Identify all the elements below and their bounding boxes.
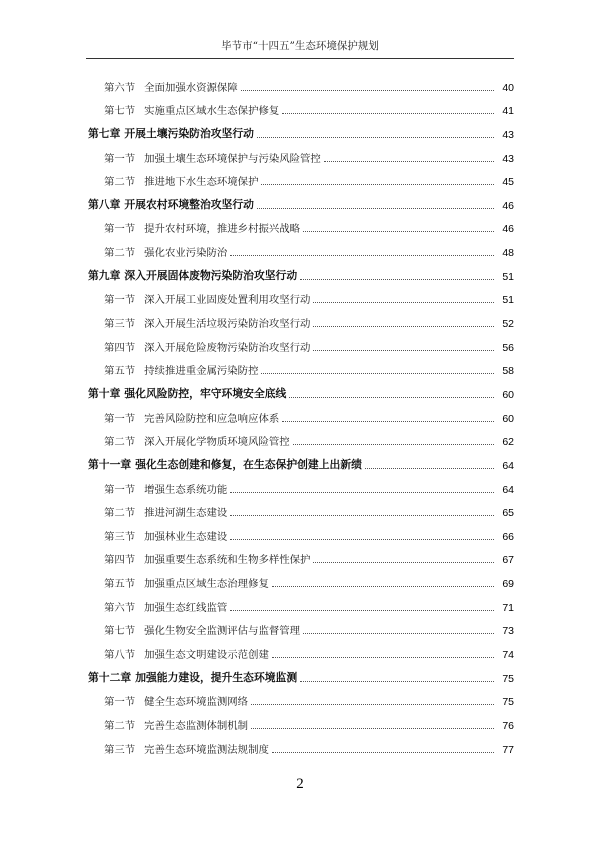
toc-section-entry[interactable] [88, 401, 514, 425]
dot-leader [303, 231, 494, 232]
toc-entry-page: 77 [502, 743, 514, 756]
toc-entry-title: 强化生物安全监测评估与监督管理 [144, 625, 301, 638]
toc-entry-title: 加强重要生态系统和生物多样性保护 [144, 554, 311, 567]
toc-entry-number: 第四节 [104, 554, 136, 567]
toc-entry-label [88, 315, 310, 330]
toc-section-entry[interactable] [88, 614, 514, 638]
toc-entry-number: 第一节 [104, 152, 136, 165]
toc-chapter-entry[interactable] [88, 117, 514, 141]
toc-entry-label [88, 646, 269, 661]
toc-section-entry[interactable] [88, 637, 514, 661]
toc-entry-label [88, 244, 227, 259]
toc-entry-page: 64 [502, 459, 514, 472]
toc-entry-label [88, 528, 227, 543]
toc-entry-number: 第一节 [104, 412, 136, 425]
toc-entry-page: 67 [502, 554, 514, 567]
toc-entry-number: 第六节 [104, 601, 136, 614]
toc-entry-label [88, 197, 254, 212]
toc-entry-title: 提升农村环境，推进乡村振兴战略 [144, 223, 301, 236]
toc-entry-label [88, 504, 227, 519]
toc-entry-label [88, 481, 227, 496]
dot-leader [257, 208, 494, 209]
toc-entry-number: 第一节 [104, 294, 136, 307]
toc-section-entry[interactable] [88, 235, 514, 259]
toc-entry-page: 66 [502, 530, 514, 543]
dot-leader [282, 113, 494, 114]
toc-entry-page: 64 [502, 483, 514, 496]
toc-chapter-entry[interactable] [88, 188, 514, 212]
toc-entry-label [88, 268, 297, 283]
toc-entry-title: 实施重点区域水生态保护修复 [144, 105, 280, 118]
toc-entry-page: 75 [502, 672, 514, 685]
toc-section-entry[interactable] [88, 283, 514, 307]
dot-leader [272, 586, 494, 587]
toc-chapter-entry[interactable] [88, 259, 514, 283]
toc-entry-title: 完善生态环境监测法规制度 [144, 743, 269, 756]
dot-leader [261, 373, 494, 374]
toc-entry-page: 51 [502, 270, 514, 283]
toc-entry-label [88, 741, 269, 756]
toc-section-entry[interactable] [88, 543, 514, 567]
toc-entry-title: 完善风险防控和应急响应体系 [144, 412, 280, 425]
toc-entry-page: 62 [502, 436, 514, 449]
toc-section-entry[interactable] [88, 330, 514, 354]
toc-entry-label [88, 79, 238, 94]
toc-entry-page: 74 [502, 649, 514, 662]
toc-entry-number: 第四节 [104, 341, 136, 354]
toc-entry-label [88, 291, 310, 306]
dot-leader [230, 255, 494, 256]
toc-entry-title: 强化农业污染防治 [144, 247, 228, 260]
toc-section-entry[interactable] [88, 472, 514, 496]
toc-entry-label [88, 339, 310, 354]
toc-entry-number: 第一节 [104, 223, 136, 236]
toc-entry-page: 52 [502, 318, 514, 331]
toc-entry-number: 第二节 [104, 719, 136, 732]
toc-entry-page: 65 [502, 507, 514, 520]
toc-entry-label [88, 457, 362, 472]
toc-section-entry[interactable] [88, 732, 514, 756]
dot-leader [230, 539, 494, 540]
toc-entry-title: 完善生态监测体制机制 [144, 719, 249, 732]
toc-section-entry[interactable] [88, 306, 514, 330]
dot-leader [313, 326, 494, 327]
toc-entry-label [88, 622, 300, 637]
toc-entry-number: 第十章 [88, 386, 121, 400]
toc-entry-number: 第五节 [104, 365, 136, 378]
toc-entry-page: 75 [502, 696, 514, 709]
toc-chapter-entry[interactable] [88, 448, 514, 472]
dot-leader [300, 681, 494, 682]
toc-section-entry[interactable] [88, 94, 514, 118]
toc-entry-number: 第九章 [88, 268, 121, 282]
toc-entry-number: 第七节 [104, 625, 136, 638]
toc-entry-label [88, 433, 290, 448]
toc-entry-label [88, 575, 269, 590]
toc-entry-title: 加强林业生态建设 [144, 530, 228, 543]
toc-entry-number: 第三节 [104, 743, 136, 756]
toc-entry-page: 60 [502, 412, 514, 425]
toc-entry-label [88, 173, 258, 188]
toc-section-entry[interactable] [88, 590, 514, 614]
toc-entry-title: 加强生态文明建设示范创建 [144, 649, 269, 662]
dot-leader [241, 90, 494, 91]
toc-entry-page: 40 [502, 81, 514, 94]
header-divider [86, 58, 514, 59]
toc-chapter-entry[interactable] [88, 377, 514, 401]
toc-entry-title: 推进地下水生态环境保护 [144, 176, 259, 189]
dot-leader [230, 492, 494, 493]
toc-entry-number: 第六节 [104, 81, 136, 94]
toc-entry-page: 60 [502, 388, 514, 401]
toc-section-entry[interactable] [88, 708, 514, 732]
toc-entry-label [88, 410, 279, 425]
toc-section-entry[interactable] [88, 70, 514, 94]
dot-leader [289, 397, 494, 398]
toc-entry-page: 73 [502, 625, 514, 638]
toc-entry-number: 第八章 [88, 197, 121, 211]
dot-leader [230, 610, 494, 611]
toc-section-entry[interactable] [88, 425, 514, 449]
toc-entry-page: 41 [502, 105, 514, 118]
dot-leader [272, 752, 494, 753]
toc-entry-title: 持续推进重金属污染防控 [144, 365, 259, 378]
dot-leader [324, 161, 494, 162]
toc-entry-title: 强化风险防控，牢守环境安全底线 [124, 386, 287, 400]
toc-entry-label [88, 220, 300, 235]
toc-entry-label [88, 150, 321, 165]
toc-entry-title: 深入开展化学物质环境风险管控 [144, 436, 290, 449]
toc-entry-title: 深入开展工业固废处置利用攻坚行动 [144, 294, 311, 307]
toc-section-entry[interactable] [88, 212, 514, 236]
toc-entry-number: 第七节 [104, 105, 136, 118]
toc-entry-page: 76 [502, 719, 514, 732]
toc-entry-title: 增强生态系统功能 [144, 483, 228, 496]
toc-entry-label [88, 693, 248, 708]
dot-leader [282, 421, 494, 422]
toc-entry-title: 加强土壤生态环境保护与污染风险管控 [144, 152, 321, 165]
toc-entry-title: 强化生态创建和修复，在生态保护创建上出新绩 [135, 457, 362, 471]
toc-entry-page: 45 [502, 176, 514, 189]
toc-entry-title: 深入开展危险废物污染防治攻坚行动 [144, 341, 311, 354]
toc-section-entry[interactable] [88, 354, 514, 378]
dot-leader [293, 444, 494, 445]
dot-leader [303, 633, 494, 634]
dot-leader [313, 350, 494, 351]
dot-leader [300, 279, 494, 280]
toc-section-entry[interactable] [88, 165, 514, 189]
toc-entry-number: 第二节 [104, 436, 136, 449]
table-of-contents [88, 70, 514, 756]
toc-section-entry[interactable] [88, 685, 514, 709]
dot-leader [365, 468, 494, 469]
toc-entry-page: 48 [502, 247, 514, 260]
toc-entry-number: 第三节 [104, 530, 136, 543]
toc-entry-title: 加强重点区域生态治理修复 [144, 578, 269, 591]
toc-section-entry[interactable] [88, 566, 514, 590]
toc-entry-label [88, 717, 248, 732]
toc-entry-page: 58 [502, 365, 514, 378]
toc-entry-page: 56 [502, 341, 514, 354]
toc-entry-number: 第二节 [104, 176, 136, 189]
toc-entry-label [88, 551, 310, 566]
toc-entry-title: 推进河湖生态建设 [144, 507, 228, 520]
toc-entry-number: 第十二章 [88, 670, 132, 684]
dot-leader [251, 704, 494, 705]
toc-entry-number: 第一节 [104, 483, 136, 496]
toc-entry-label [88, 670, 297, 685]
toc-entry-title: 开展农村环境整治攻坚行动 [124, 197, 254, 211]
toc-entry-title: 健全生态环境监测网络 [144, 696, 249, 709]
toc-entry-number: 第二节 [104, 247, 136, 260]
dot-leader [257, 137, 494, 138]
dot-leader [251, 728, 494, 729]
toc-entry-title: 全面加强水资源保障 [144, 81, 238, 94]
dot-leader [272, 657, 494, 658]
toc-section-entry[interactable] [88, 519, 514, 543]
toc-chapter-entry[interactable] [88, 661, 514, 685]
toc-entry-page: 43 [502, 152, 514, 165]
toc-entry-label [88, 386, 286, 401]
toc-entry-number: 第三节 [104, 318, 136, 331]
toc-entry-title: 深入开展生活垃圾污染防治攻坚行动 [144, 318, 311, 331]
dot-leader [261, 184, 494, 185]
toc-entry-title: 加强能力建设，提升生态环境监测 [135, 670, 298, 684]
toc-entry-number: 第五节 [104, 578, 136, 591]
dot-leader [313, 302, 494, 303]
toc-entry-page: 71 [502, 601, 514, 614]
toc-entry-title: 开展土壤污染防治攻坚行动 [124, 126, 254, 140]
toc-entry-title: 加强生态红线监管 [144, 601, 228, 614]
toc-entry-label [88, 102, 279, 117]
toc-entry-number: 第七章 [88, 126, 121, 140]
toc-entry-number: 第八节 [104, 649, 136, 662]
toc-entry-label [88, 126, 254, 141]
toc-section-entry[interactable] [88, 496, 514, 520]
toc-entry-title: 深入开展固体废物污染防治攻坚行动 [124, 268, 298, 282]
dot-leader [313, 562, 494, 563]
toc-entry-label [88, 362, 258, 377]
toc-entry-number: 第二节 [104, 507, 136, 520]
toc-entry-page: 43 [502, 128, 514, 141]
page-number: 2 [296, 776, 304, 792]
dot-leader [230, 515, 494, 516]
toc-entry-number: 第一节 [104, 696, 136, 709]
toc-entry-page: 51 [502, 294, 514, 307]
toc-entry-page: 69 [502, 578, 514, 591]
toc-entry-label [88, 599, 227, 614]
toc-entry-page: 46 [502, 223, 514, 236]
running-header: 毕节市“十四五”生态环境保护规划 [221, 40, 379, 52]
toc-entry-number: 第十一章 [88, 457, 132, 471]
toc-entry-page: 46 [502, 199, 514, 212]
toc-section-entry[interactable] [88, 141, 514, 165]
